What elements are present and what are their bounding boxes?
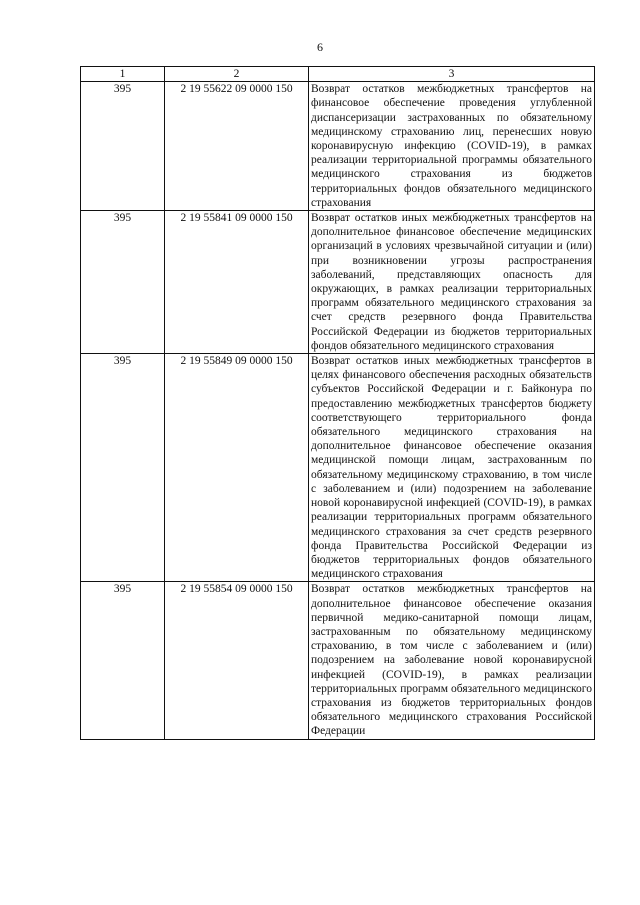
budget-codes-table xyxy=(80,66,595,740)
kbk-code-cell: 2 19 55849 09 0000 150 xyxy=(165,354,309,582)
header-cell-1: 1 xyxy=(81,67,165,82)
description-cell: Возврат остатков иных межбюджетных трансфертов на дополнительное финансовое обеспечение медицинских организаций в условиях чрезвычайной ситуации и (или) при возникновении угрозы распространения заболеваний, представляющих опасность для окружающих, в рамках реализации территориальных программ обязательного медицинского страхования за счет средств резервного фонда Правительства Российской Федерации из бюджетов территориальных фондов обязательного медицинского страхования xyxy=(309,211,595,354)
kbk-code-cell: 2 19 55854 09 0000 150 xyxy=(165,582,309,739)
header-cell-3: 3 xyxy=(309,67,595,82)
table-row xyxy=(81,82,595,211)
admin-code-cell: 395 xyxy=(81,82,165,211)
kbk-code-cell: 2 19 55841 09 0000 150 xyxy=(165,211,309,354)
table-row xyxy=(81,582,595,739)
admin-code-cell: 395 xyxy=(81,354,165,582)
table-header-row xyxy=(81,67,595,82)
table-row xyxy=(81,211,595,354)
description-cell: Возврат остатков межбюджетных трансфертов на дополнительное финансовое обеспечение оказания первичной медико-санитарной помощи лицам, застрахованным по обязательному медицинскому страхованию, в том числе с заболеванием и (или) подозрением на заболевание новой коронавирусной инфекцией (COVID-19), в рамках реализации территориальных программ обязательного медицинского страхования из бюджетов территориальных фондов обязательного медицинского страхования Российской Федерации xyxy=(309,582,595,739)
header-cell-2: 2 xyxy=(165,67,309,82)
table-row xyxy=(81,354,595,582)
admin-code-cell: 395 xyxy=(81,211,165,354)
description-cell: Возврат остатков межбюджетных трансфертов на финансовое обеспечение проведения углубленной диспансеризации застрахованных по обязательному медицинскому страхованию лиц, перенесших новую коронавирусную инфекцию (COVID-19), в рамках реализации территориальной программы обязательного медицинского страхования из бюджетов территориальных фондов обязательного медицинского страхования xyxy=(309,82,595,211)
kbk-code-cell: 2 19 55622 09 0000 150 xyxy=(165,82,309,211)
admin-code-cell: 395 xyxy=(81,582,165,739)
description-cell: Возврат остатков иных межбюджетных трансфертов в целях финансового обеспечения расходных обязательств субъектов Российской Федерации и г. Байконура по предоставлению межбюджетных трансфертов бюджету соответствующего территориального фонда обязательного медицинского страхования на дополнительное финансовое обеспечение оказания медицинской помощи лицам, застрахованным по обязательному медицинскому страхованию, в том числе с заболеванием и (или) подозрением на заболевание новой коронавирусной инфекцией (COVID-19), в рамках реализации территориальных программ обязательного медицинского страхования за счет средств резервного фонда Правительства Российской Федерации из бюджетов территориальных фондов обязательного медицинского страхования xyxy=(309,354,595,582)
page-number: 6 xyxy=(317,40,323,54)
